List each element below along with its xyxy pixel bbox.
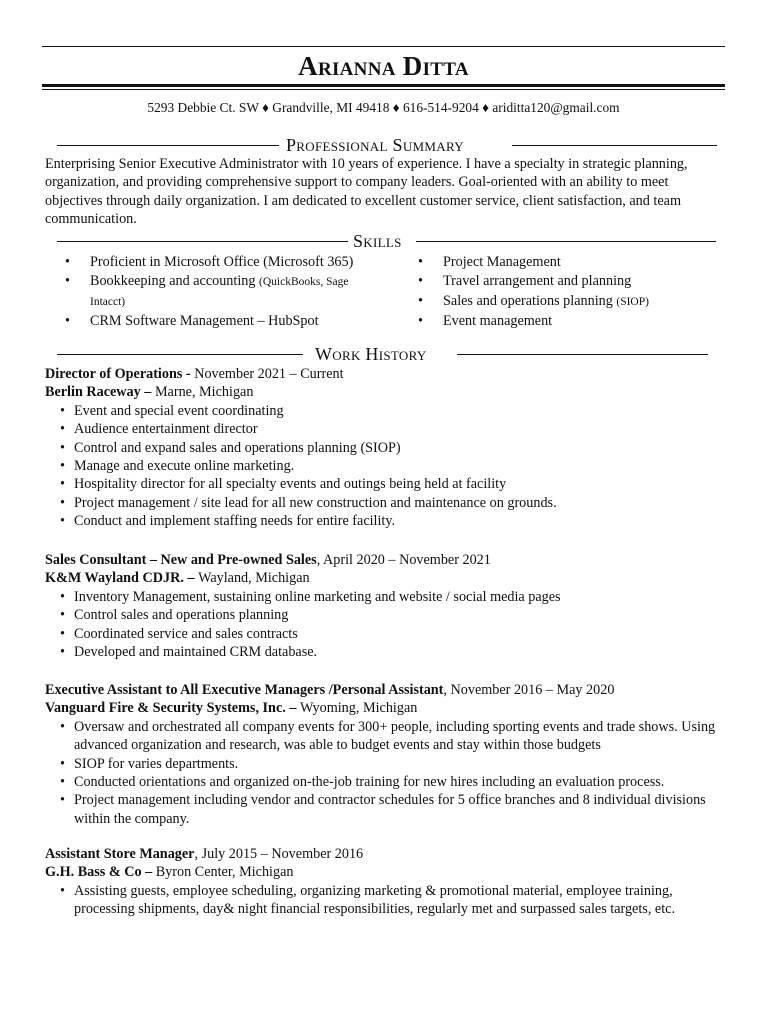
job-bullet: • Control sales and operations planning xyxy=(45,606,725,624)
job-location: Byron Center, Michigan xyxy=(155,864,294,881)
job-entry xyxy=(45,551,725,661)
header-top-rule xyxy=(42,46,725,47)
job-company: Vanguard Fire & Security Systems, Inc. – xyxy=(45,700,300,717)
skills-list-right xyxy=(398,253,718,332)
job-bullets xyxy=(45,402,725,531)
header-thick-rule xyxy=(42,84,725,87)
job-company: G.H. Bass & Co – xyxy=(45,864,156,881)
job-dates: , July 2015 – November 2016 xyxy=(194,846,364,862)
job-entry xyxy=(45,845,725,919)
work-heading-title: Work History xyxy=(315,344,427,364)
header-thin-rule xyxy=(42,89,725,90)
job-bullet: • Oversaw and orchestrated all company events for 300+ people, including sporting events and trade shows. Using advanced organization and research, was able to budget events and stay within those budgets xyxy=(45,718,725,755)
skill-item: • CRM Software Management – HubSpot xyxy=(45,312,385,330)
job-bullet: • Project management including vendor and contractor schedules for 5 office branches and 8 individual divisions within the company. xyxy=(45,791,725,828)
summary-heading xyxy=(42,135,725,155)
job-bullet: • Developed and maintained CRM database. xyxy=(45,643,725,661)
job-bullet: • Audience entertainment director xyxy=(45,420,725,438)
work-heading-right-rule xyxy=(457,354,708,355)
job-bullet: • Event and special event coordinating xyxy=(45,402,725,420)
job-location: Wyoming, Michigan xyxy=(299,700,418,717)
job-bullet: • Project management / site lead for all new construction and maintenance on grounds. xyxy=(45,494,725,512)
job-bullet: • Inventory Management, sustaining online marketing and website / social media pages xyxy=(45,588,725,606)
job-bullet: • Manage and execute online marketing. xyxy=(45,457,725,475)
summary-heading-right-rule xyxy=(512,145,717,146)
job-bullet: • SIOP for varies departments. xyxy=(45,755,725,773)
job-bullet: • Hospitality director for all specialty events and outings being held at facility xyxy=(45,475,725,493)
skills-heading-title: Skills xyxy=(353,231,402,251)
skill-item: • Bookkeeping and accounting (QuickBooks, Sage Intacct) xyxy=(45,272,385,311)
summary-text: Enterprising Senior Executive Administrator with 10 years of experience. I have a specialty in strategic planning, organization, and providing comprehensive support to company leaders. Goal-oriented with an ability to meet objectives through daily organization. I am dedicated to excellent customer service, client satisfaction, and team communication. xyxy=(45,156,688,228)
summary-heading-left-rule xyxy=(57,145,279,146)
job-location: Marne, Michigan xyxy=(154,384,254,401)
summary-heading-title: Professional Summary xyxy=(286,135,464,155)
contact-line: 5293 Debbie Ct. SW ♦ Grandville, MI 49418 ♦ 616-514-9204 ♦ ariditta120@gmail.com xyxy=(147,100,620,115)
work-heading-left-rule xyxy=(57,354,303,355)
job-bullet: • Conducted orientations and organized on-the-job training for new hires including an evaluation process. xyxy=(45,773,725,791)
job-entry xyxy=(45,365,725,531)
skills-heading-right-rule xyxy=(416,241,716,242)
job-title: Sales Consultant – New and Pre-owned Sales xyxy=(45,552,317,568)
job-title: Assistant Store Manager xyxy=(45,846,195,862)
job-bullet: • Conduct and implement staffing needs for entire facility. xyxy=(45,512,725,530)
job-bullet: • Coordinated service and sales contracts xyxy=(45,625,725,643)
skills-heading xyxy=(42,231,725,251)
job-title: Executive Assistant to All Executive Managers /Personal Assistant xyxy=(45,682,444,698)
job-bullets xyxy=(45,718,725,828)
job-bullet: • Control and expand sales and operations planning (SIOP) xyxy=(45,439,725,457)
work-heading xyxy=(42,344,725,364)
job-bullets xyxy=(45,588,725,662)
job-bullets xyxy=(45,882,725,919)
job-location: Wayland, Michigan xyxy=(198,570,310,587)
candidate-name: Arianna Ditta xyxy=(298,51,469,81)
job-bullet: • Assisting guests, employee scheduling, organizing marketing & promotional material, employee training, processing shipments, day& night financial responsibilities, regularly met and surpassed sales targets, etc. xyxy=(45,882,725,919)
skill-item: • Travel arrangement and planning xyxy=(398,272,718,290)
job-title: Director of Operations - xyxy=(45,366,195,382)
job-dates: , November 2016 – May 2020 xyxy=(443,682,615,698)
skills-heading-left-rule xyxy=(57,241,348,242)
skill-item: • Project Management xyxy=(398,253,718,271)
skill-item: • Sales and operations planning (SIOP) xyxy=(398,292,718,311)
skill-item: • Proficient in Microsoft Office (Microsoft 365) xyxy=(45,253,385,271)
job-dates: , April 2020 – November 2021 xyxy=(316,552,491,568)
job-company: Berlin Raceway – xyxy=(45,384,155,401)
skills-list-left xyxy=(45,253,385,332)
job-company: K&M Wayland CDJR. – xyxy=(45,570,199,587)
job-dates: November 2021 – Current xyxy=(194,366,344,382)
job-entry xyxy=(45,681,725,828)
skill-item: • Event management xyxy=(398,312,718,330)
